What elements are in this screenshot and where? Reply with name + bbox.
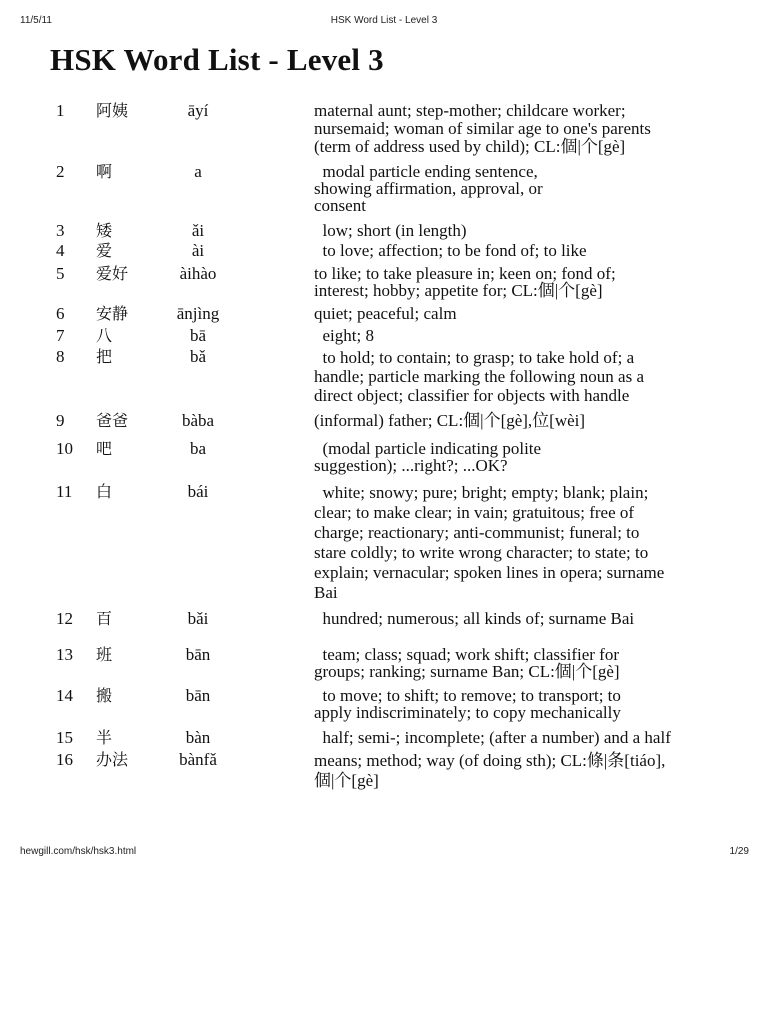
entry-definition [314, 751, 739, 791]
definition-line: clear; to make clear; in vain; gratuitous; free of [314, 503, 635, 522]
definition-line: team; class; squad; work shift; classifier for [314, 645, 619, 664]
entry-number: 1 [56, 101, 65, 120]
definition-line: direct object; classifier for objects with handle [314, 386, 630, 405]
definition-line: hundred; numerous; all kinds of; surname Bai [314, 609, 635, 628]
entry-hanzi: 矮 [96, 221, 113, 240]
definition-line: showing affirmation, approval, or [314, 179, 543, 198]
entry-hanzi: 啊 [96, 162, 113, 181]
entry-pinyin: bān [185, 686, 211, 705]
entry-pinyin: bǎi [187, 609, 209, 628]
entry-pinyin: āyí [187, 101, 209, 120]
entry-definition [314, 327, 739, 344]
footer-page-number: 1/29 [729, 846, 749, 857]
entry-pinyin: a [194, 162, 202, 181]
entry-number: 8 [56, 347, 65, 366]
entry-definition [314, 440, 739, 474]
definition-line: means; method; way (of doing sth); CL:條|条[tiáo], [314, 751, 666, 770]
entry-number: 12 [56, 609, 73, 628]
header-doc-title: HSK Word List - Level 3 [330, 15, 438, 26]
entry-number: 7 [56, 326, 65, 345]
page-title: HSK Word List - Level 3 [50, 42, 384, 77]
definition-line: modal particle ending sentence, [314, 162, 538, 181]
entry-definition [314, 102, 739, 156]
entry-definition [314, 412, 739, 429]
entry-number: 15 [56, 728, 73, 747]
entry-pinyin: ài [191, 241, 205, 260]
definition-line: charge; reactionary; anti-communist; funeral; to [314, 523, 640, 542]
definition-line: (informal) father; CL:個|个[gè],位[wèi] [314, 411, 586, 430]
definition-line: consent [314, 196, 366, 215]
header-date: 11/5/11 [20, 15, 52, 26]
entry-hanzi: 百 [96, 609, 113, 628]
definition-line: Bai [314, 583, 338, 602]
entry-definition [314, 646, 739, 680]
entry-pinyin: ānjìng [176, 304, 220, 323]
entry-hanzi: 班 [96, 645, 113, 664]
entry-hanzi: 白 [96, 482, 113, 501]
entry-number: 10 [56, 439, 73, 458]
entry-definition [314, 348, 739, 405]
definition-line: half; semi-; incomplete; (after a number) and a half [314, 728, 671, 747]
entry-number: 6 [56, 304, 65, 323]
footer-url: hewgill.com/hsk/hsk3.html [20, 846, 137, 857]
definition-line: explain; vernacular; spoken lines in opera; surname [314, 563, 665, 582]
entry-definition [314, 163, 739, 214]
entry-number: 9 [56, 411, 65, 430]
definition-line: low; short (in length) [314, 221, 467, 240]
entry-hanzi: 八 [96, 326, 113, 345]
definition-line: groups; ranking; surname Ban; CL:個|个[gè] [314, 662, 620, 681]
entry-pinyin: bàn [185, 728, 211, 747]
entry-hanzi: 把 [96, 347, 113, 366]
entry-number: 13 [56, 645, 73, 664]
entry-hanzi: 搬 [96, 686, 113, 705]
definition-line: quiet; peaceful; calm [314, 304, 457, 323]
definition-line: maternal aunt; step-mother; childcare worker; [314, 101, 626, 120]
definition-line: to hold; to contain; to grasp; to take hold of; a [314, 348, 635, 367]
definition-line: apply indiscriminately; to copy mechanically [314, 703, 621, 722]
entry-hanzi: 吧 [96, 439, 113, 458]
entry-hanzi: 爱好 [96, 264, 129, 283]
entry-pinyin: ǎi [191, 221, 205, 240]
entry-pinyin: bànfǎ [179, 750, 217, 769]
definition-line: white; snowy; pure; bright; empty; blank; plain; [314, 483, 649, 502]
entry-definition [314, 483, 739, 603]
entry-pinyin: bái [187, 482, 209, 501]
entry-hanzi: 爸爸 [96, 411, 129, 430]
entry-number: 5 [56, 264, 65, 283]
entry-definition [314, 687, 739, 721]
entry-definition [314, 222, 739, 239]
entry-pinyin: bā [189, 326, 207, 345]
definition-line: nursemaid; woman of similar age to one's parents [314, 119, 651, 138]
definition-line: to like; to take pleasure in; keen on; fond of; [314, 264, 616, 283]
entry-number: 4 [56, 241, 65, 260]
entry-number: 16 [56, 750, 73, 769]
entry-definition [314, 729, 739, 746]
definition-line: (modal particle indicating polite [314, 439, 542, 458]
entry-pinyin: bān [185, 645, 211, 664]
entry-pinyin: bàba [181, 411, 215, 430]
entry-definition [314, 265, 739, 299]
definition-line: eight; 8 [314, 326, 374, 345]
entry-hanzi: 半 [96, 728, 113, 747]
entry-definition [314, 610, 739, 627]
entry-number: 3 [56, 221, 65, 240]
entry-definition [314, 242, 739, 259]
entry-number: 11 [56, 482, 73, 501]
definition-line: to love; affection; to be fond of; to like [314, 241, 587, 260]
entry-pinyin: àihào [179, 264, 217, 283]
definition-line: (term of address used by child); CL:個|个[gè] [314, 137, 626, 156]
entry-pinyin: ba [189, 439, 207, 458]
entry-number: 14 [56, 686, 73, 705]
definition-line: stare coldly; to write wrong character; to state; to [314, 543, 649, 562]
entry-definition [314, 305, 739, 322]
entry-hanzi: 阿姨 [96, 101, 129, 120]
entry-hanzi: 爱 [96, 241, 113, 260]
definition-line: suggestion); ...right?; ...OK? [314, 456, 508, 475]
definition-line: handle; particle marking the following noun as a [314, 367, 644, 386]
entry-number: 2 [56, 162, 65, 181]
entry-hanzi: 办法 [96, 750, 129, 769]
entry-pinyin: bǎ [189, 347, 207, 366]
definition-line: 個|个[gè] [314, 771, 379, 790]
entry-hanzi: 安静 [96, 304, 129, 323]
definition-line: interest; hobby; appetite for; CL:個|个[gè] [314, 281, 603, 300]
definition-line: to move; to shift; to remove; to transport; to [314, 686, 621, 705]
